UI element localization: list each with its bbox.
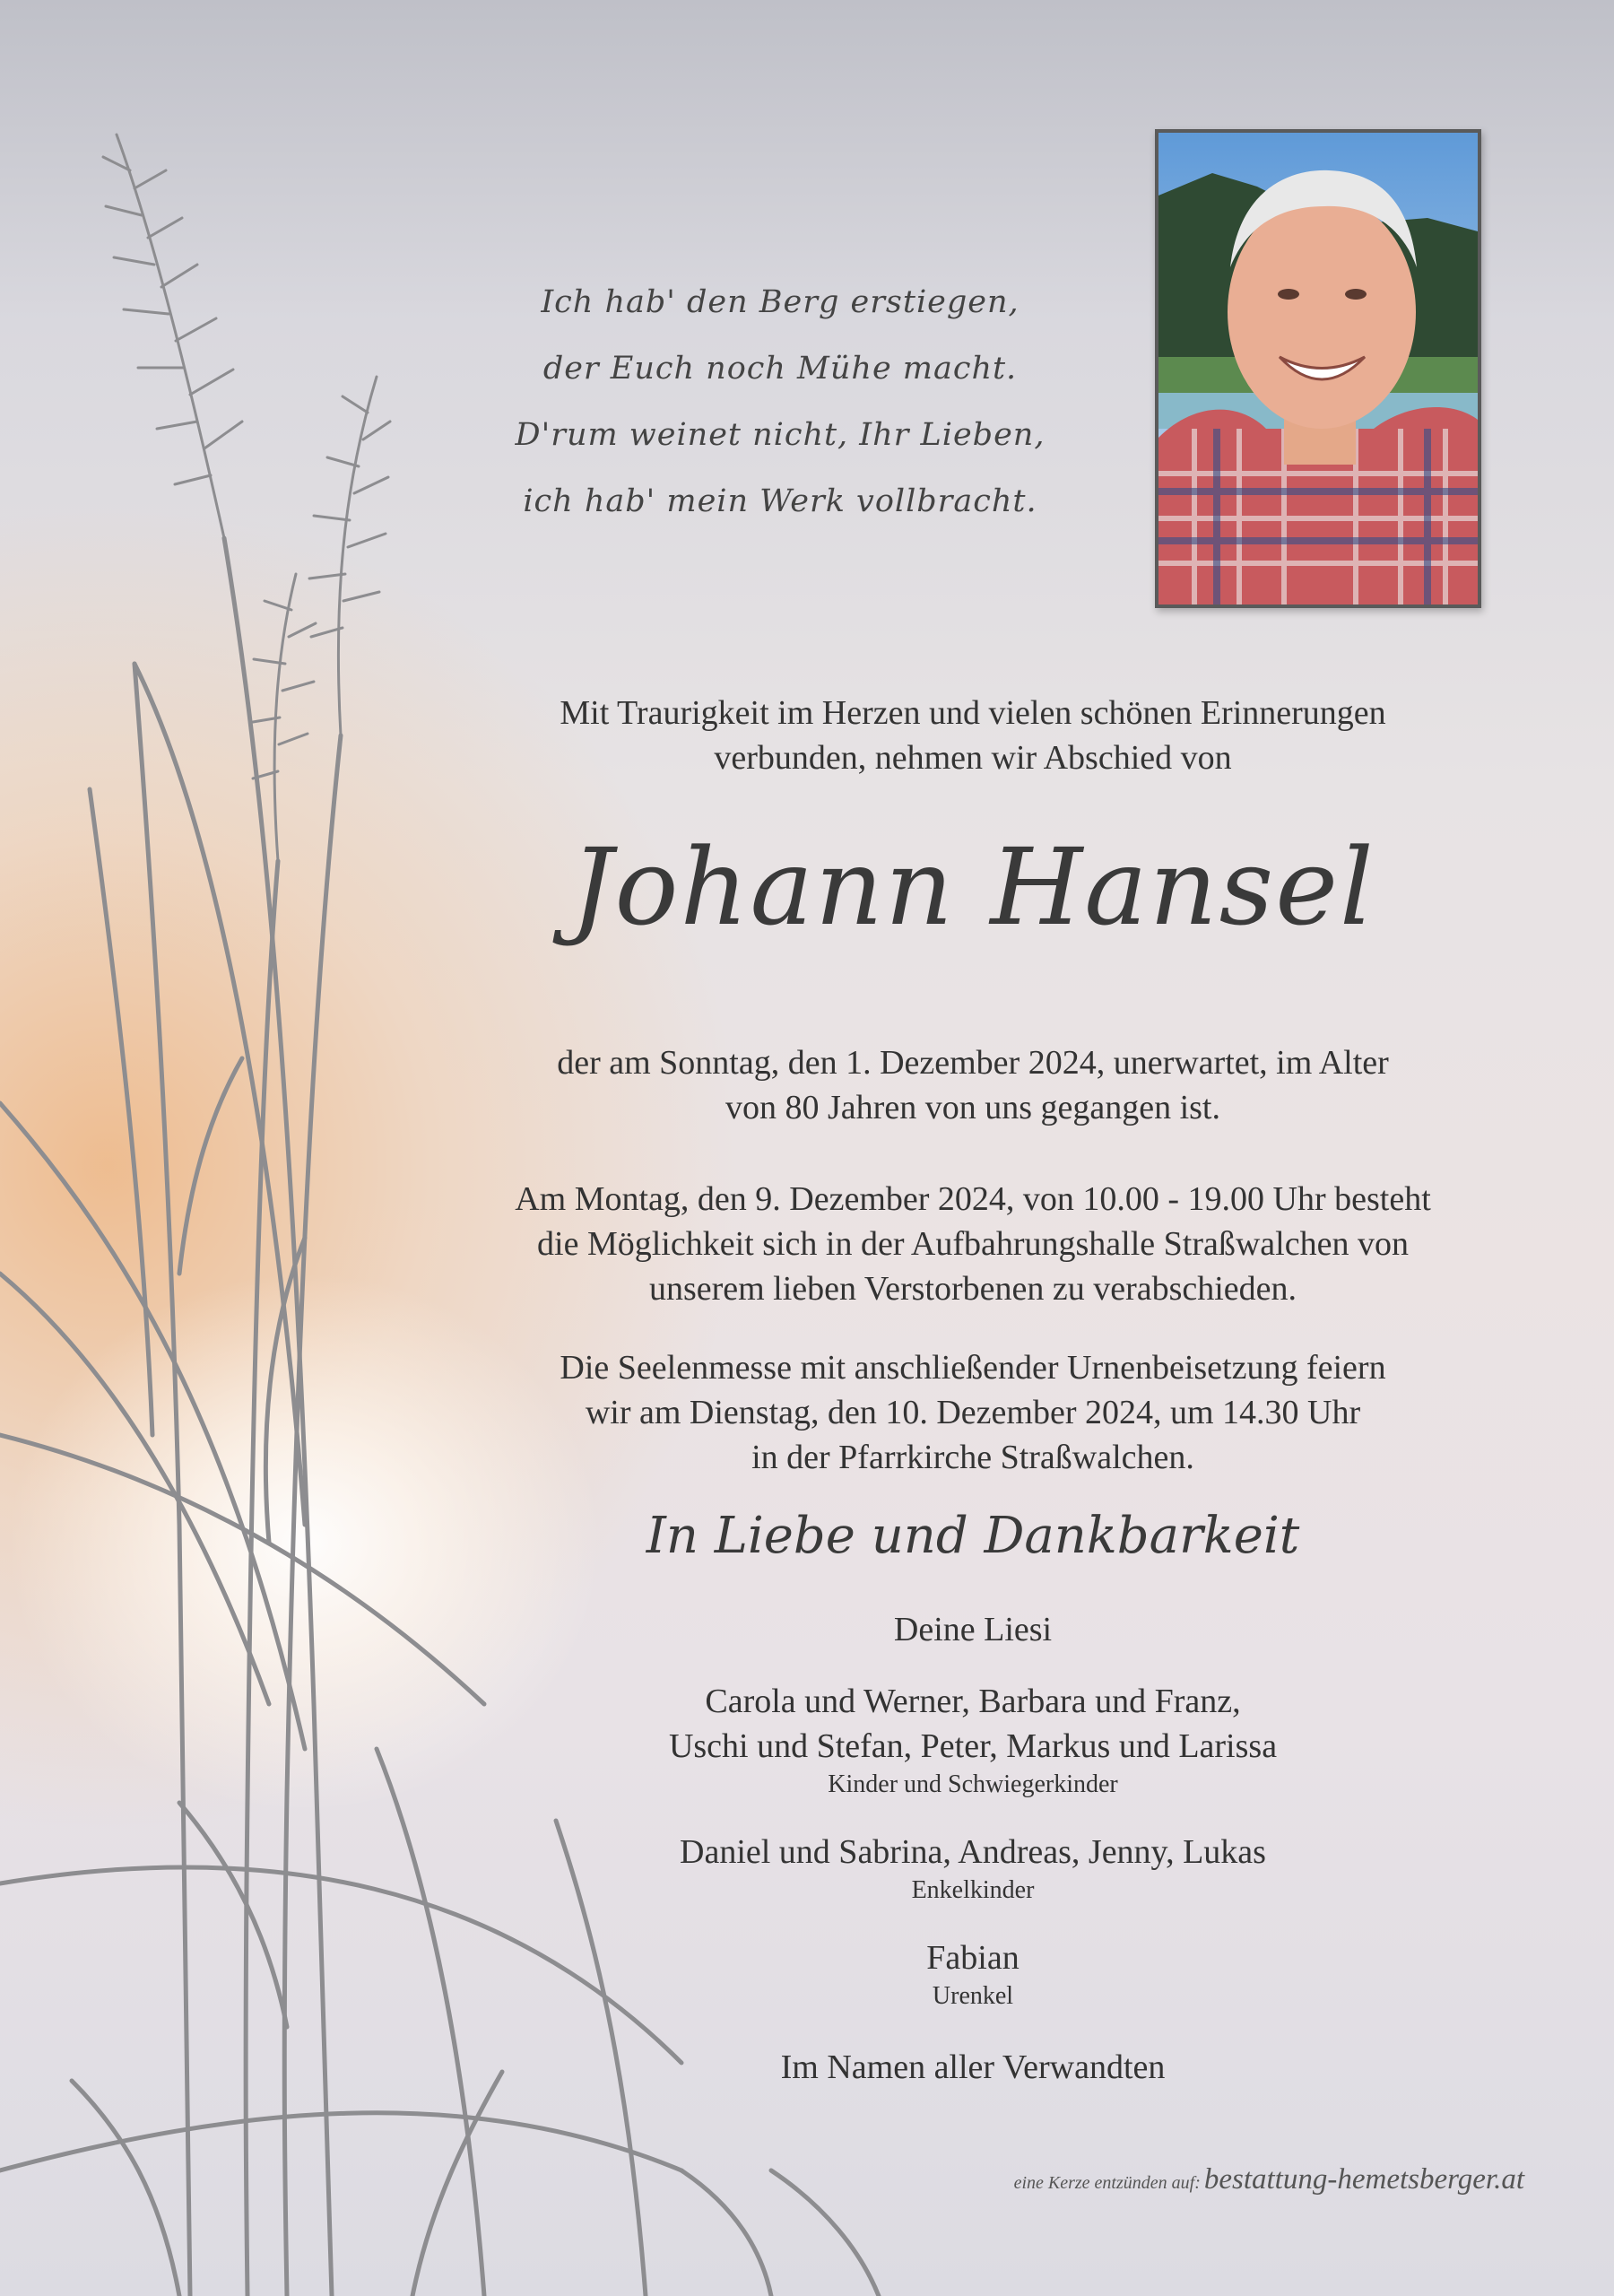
great-grandchild-label: Urenkel	[932, 1982, 1014, 2010]
grandchildren	[386, 1830, 1560, 1907]
portrait-image	[1158, 133, 1478, 604]
viewing-info-line: die Möglichkeit sich in der Aufbahrungshalle Straßwalchen von	[537, 1225, 1409, 1263]
poem-line: Ich hab' den Berg erstiegen,	[541, 284, 1020, 320]
mass-info	[386, 1345, 1560, 1480]
poem-line: ich hab' mein Werk vollbracht.	[523, 483, 1037, 519]
footer	[897, 2163, 1524, 2196]
intro-line: verbunden, nehmen wir Abschied von	[714, 739, 1232, 777]
children	[386, 1679, 1560, 1801]
mass-info-line: wir am Dienstag, den 10. Dezember 2024, um 14.30 Uhr	[585, 1394, 1361, 1431]
intro-text	[386, 691, 1560, 780]
deceased-name: Johann Hansel	[570, 825, 1375, 949]
viewing-info-line: unserem lieben Verstorbenen zu verabschieden.	[648, 1270, 1297, 1308]
great-grandchild	[386, 1935, 1560, 2013]
poem	[502, 269, 1058, 535]
website-link[interactable]: bestattung-hemetsberger.at	[1203, 2163, 1524, 2196]
mass-info-line: in der Pfarrkirche Straßwalchen.	[751, 1439, 1194, 1476]
grandchildren-label: Enkelkinder	[911, 1876, 1035, 1904]
poem-line: der Euch noch Mühe macht.	[542, 351, 1018, 387]
viewing-info-line: Am Montag, den 9. Dezember 2024, von 10.00 - 19.00 Uhr besteht	[515, 1180, 1431, 1218]
children-label: Kinder und Schwiegerkinder	[828, 1770, 1118, 1798]
children-line: Uschi und Stefan, Peter, Markus und Larissa	[668, 1727, 1278, 1765]
intro-line: Mit Traurigkeit im Herzen und vielen schönen Erinnerungen	[560, 694, 1386, 732]
viewing-info	[386, 1177, 1560, 1311]
candle-label: eine Kerze entzünden auf:	[1013, 2173, 1201, 2193]
spouse: Deine Liesi	[893, 1611, 1053, 1648]
death-info	[386, 1040, 1560, 1130]
closing-phrase: In Liebe und Dankbarkeit	[646, 1507, 1300, 1565]
relatives-signoff: Im Namen aller Verwandten	[780, 2048, 1166, 2086]
great-grandchild-name: Fabian	[926, 1939, 1020, 1977]
poem-line: D'rum weinet nicht, Ihr Lieben,	[515, 417, 1046, 453]
death-info-line: der am Sonntag, den 1. Dezember 2024, unerwartet, im Alter	[557, 1044, 1389, 1082]
grandchildren-names: Daniel und Sabrina, Andreas, Jenny, Lukas	[680, 1833, 1266, 1871]
children-line: Carola und Werner, Barbara und Franz,	[705, 1683, 1241, 1720]
mass-info-line: Die Seelenmesse mit anschließender Urnenbeisetzung feiern	[560, 1349, 1386, 1387]
deceased-portrait	[1155, 129, 1481, 608]
death-info-line: von 80 Jahren von uns gegangen ist.	[725, 1089, 1220, 1126]
